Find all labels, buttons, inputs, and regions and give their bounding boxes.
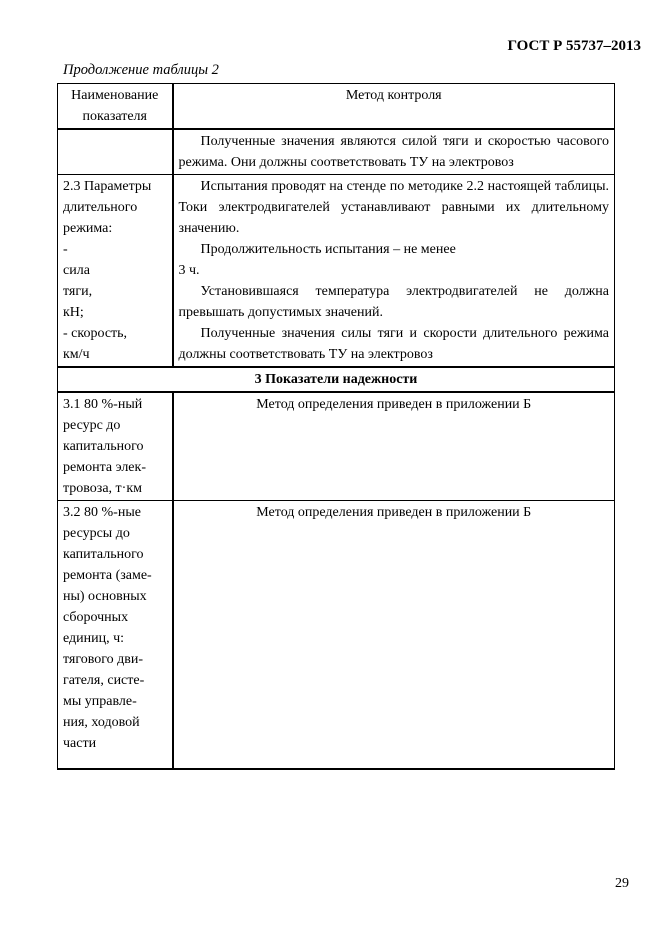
name-line: км/ч bbox=[63, 347, 90, 362]
section-title bbox=[58, 367, 615, 392]
document-code: ГОСТ Р 55737–2013 bbox=[507, 38, 641, 54]
header-indicator-name bbox=[58, 84, 173, 130]
name-line: тягового дви- bbox=[63, 652, 144, 667]
name-line: ремонта (заме- bbox=[63, 568, 152, 583]
name-line: режима: bbox=[63, 221, 113, 236]
cell-method bbox=[173, 175, 615, 368]
header-method-label: Метод контроля bbox=[345, 88, 442, 103]
name-line: гателя, систе- bbox=[63, 673, 145, 688]
cell-indicator-name bbox=[58, 501, 173, 769]
method-paragraph: 3 ч. bbox=[178, 263, 200, 278]
method-text: Метод определения приведен в приложении Б bbox=[256, 505, 532, 520]
header-name-line: показателя bbox=[82, 109, 147, 124]
cell-empty bbox=[58, 129, 173, 175]
name-line: ния, ходовой bbox=[63, 715, 140, 730]
name-line: ресурс до bbox=[63, 418, 121, 433]
table-row-3-2 bbox=[58, 501, 615, 769]
section-row-reliability bbox=[58, 367, 615, 392]
cell-method bbox=[173, 501, 615, 769]
name-line: ремонта элек- bbox=[63, 460, 146, 475]
name-line: ресурсы до bbox=[63, 526, 130, 541]
name-line: части bbox=[63, 736, 97, 751]
method-paragraph: Испытания проводят на стенде по методике 2.2 настоящей таблицы. Токи электродвигателей устанавливают равными их длительному значению. bbox=[178, 179, 609, 236]
table-row-continuation bbox=[58, 129, 615, 175]
table-row-2-3 bbox=[58, 175, 615, 368]
name-line: - скорость, bbox=[63, 326, 128, 341]
name-line: капитального bbox=[63, 439, 144, 454]
method-paragraph: Установившаяся температура электродвигателей не должна превышать допустимых значений. bbox=[178, 284, 609, 320]
cell-method bbox=[173, 392, 615, 501]
header-method bbox=[173, 84, 615, 130]
cell-indicator-name bbox=[58, 392, 173, 501]
table-continuation-caption: Продолжение таблицы 2 bbox=[63, 62, 219, 78]
table-header-row bbox=[58, 84, 615, 130]
table-row-3-1 bbox=[58, 392, 615, 501]
page-number: 29 bbox=[615, 876, 629, 891]
method-paragraph: Полученные значения силы тяги и скорости длительного режима должны соответствовать ТУ на электровоз bbox=[178, 326, 609, 362]
force-word: сила bbox=[63, 263, 90, 278]
name-line: сборочных bbox=[63, 610, 129, 625]
indicators-table bbox=[57, 83, 615, 770]
cell-method bbox=[173, 129, 615, 175]
name-line: мы управле- bbox=[63, 694, 137, 709]
name-line: единиц, ч: bbox=[63, 631, 125, 646]
name-line: 3.2 80 %-ные bbox=[63, 505, 141, 520]
name-line: длительного bbox=[63, 200, 138, 215]
force-word: тяги, bbox=[63, 284, 93, 299]
name-line: 3.1 80 %-ный bbox=[63, 397, 143, 412]
method-paragraph: Продолжительность испытания – не менее bbox=[200, 242, 456, 257]
cell-indicator-name bbox=[58, 175, 173, 368]
section-title-text: 3 Показатели надежности bbox=[254, 372, 418, 387]
name-line: ны) основных bbox=[63, 589, 147, 604]
name-line: 2.3 Параметры bbox=[63, 179, 152, 194]
method-text: Метод определения приведен в приложении Б bbox=[256, 397, 532, 412]
method-paragraph: Полученные значения являются силой тяги и скоростью часового режима. Они должны соответствовать ТУ на электровоз bbox=[178, 134, 609, 170]
name-line: капитального bbox=[63, 547, 144, 562]
name-line-force bbox=[63, 239, 167, 302]
name-line: тровоза, т·км bbox=[63, 481, 142, 496]
name-line: кН; bbox=[63, 305, 84, 320]
header-name-line: Наименование bbox=[71, 88, 159, 103]
force-dash: - bbox=[63, 242, 68, 257]
